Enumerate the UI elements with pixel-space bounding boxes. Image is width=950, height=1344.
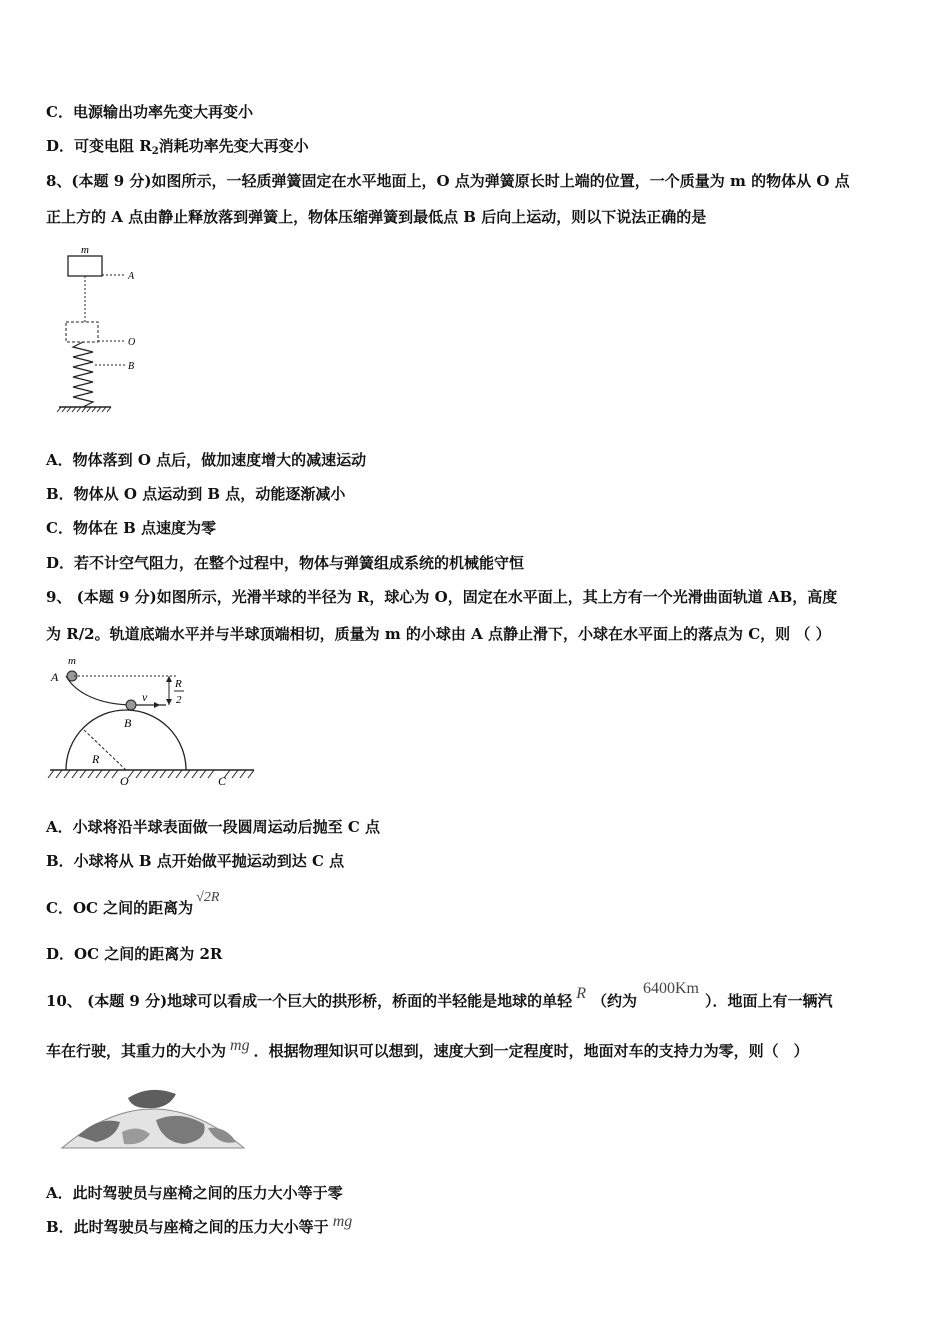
q10-option-b-mg: mg [332,1213,353,1230]
q8-label-m: m [81,244,89,256]
q9-radius-line [84,730,126,770]
q9-label-r-den: 2 [176,694,182,706]
q9-stem-line2: 为 R/2。轨道底端水平并与半球顶端相切，质量为 m 的小球由 A 点静止滑下，小球在水平面上的落点为 C，则 （ ） [46,625,831,643]
q7-option-d [46,136,309,162]
q10-radius-value: 6400Km [642,980,699,997]
q8-stem-line1: 8、(本题 9 分)如图所示，一轻质弹簧固定在水平地面上，O 点为弹簧原长时上端的位置，一个质量为 m 的物体从 O 点 [46,172,850,190]
q8-mass-block [68,256,102,276]
q9-stem-line1: 9、 (本题 9 分)如图所示，光滑半球的半径为 R，球心为 O，固定在水平面上，其上方有一个光滑曲面轨道 AB，高度 [46,588,838,606]
q9-label-c: C [218,774,227,788]
q8-dashed-block [66,322,98,342]
q10-stem-text-c: ）．地面上有一辆汽 [704,992,833,1010]
q7-option-d-text: D．可变电阻 R [46,137,152,155]
q9-label-a: A [51,670,59,684]
q10-continent-2 [128,1090,176,1108]
q10-option-a: A．此时驾驶员与座椅之间的压力大小等于零 [46,1184,343,1202]
q8-stem-line2: 正上方的 A 点由静止释放落到弹簧上，物体压缩弹簧到最低点 B 后向上运动，则以下说法正确的是 [46,208,707,226]
q9-track [66,676,166,705]
q10-stem-text-b: （约为 [591,992,637,1010]
q9-arrowhead-up [166,676,172,682]
q9-option-a: A．小球将沿半球表面做一段圆周运动后抛至 C 点 [46,818,381,836]
q7-option-d-subscript: 2 [151,146,159,157]
q10-symbol-mg: mg [230,1037,250,1054]
q9-label-o: O [120,774,129,788]
q9-hemisphere-figure [46,652,261,792]
q9-label-v: v [142,690,148,704]
q8-spring [73,342,93,407]
q10-stem-line2 [46,1037,809,1062]
q8-label-a: A [128,271,135,282]
q10-stem-line1 [46,980,833,1012]
q10-option-b [46,1213,353,1238]
q9-label-b: B [124,716,132,730]
q8-label-b: B [128,361,135,372]
q9-label-m: m [68,655,76,667]
q9-label-r: R [92,752,100,766]
q9-ball-b [126,700,136,710]
q9-option-c-formula: √2R [196,890,220,905]
q9-velocity-head [154,702,160,708]
q9-option-c-text: C．OC 之间的距离为 [46,899,194,917]
q9-arrowhead-down [166,699,172,705]
q8-option-b: B．物体从 O 点运动到 B 点，动能逐渐减小 [46,485,346,503]
q10-stem-text-d: 车在行驶，其重力的大小为 [46,1042,227,1060]
q8-option-c: C．物体在 B 点速度为零 [46,519,217,537]
q8-option-d: D．若不计空气阻力，在整个过程中，物体与弹簧组成系统的机械能守恒 [46,554,525,572]
q10-symbol-r: R [576,985,586,1002]
q9-option-d: D．OC 之间的距离为 2R [46,945,223,963]
q9-option-c [46,890,220,920]
q8-option-a: A．物体落到 O 点后，做加速度增大的减速运动 [46,451,367,469]
q10-option-b-text: B．此时驾驶员与座椅之间的压力大小等于 [46,1218,329,1236]
q7-option-c: C．电源输出功率先变大再变小 [46,103,253,121]
q9-label-r-num: R [175,678,182,690]
q8-spring-figure [55,244,155,416]
q8-label-o: O [128,337,136,348]
q10-stem-text-e: ．根据物理知识可以想到，速度大到一定程度时，地面对车的支持力为零，则（ ） [253,1042,809,1060]
q10-stem-text-a: 10、 (本题 9 分)地球可以看成一个巨大的拱形桥，桥面的半轻能是地球的单轻 [46,992,573,1010]
q10-earth-bridge-image [58,1076,248,1152]
q7-option-d-text-tail: 消耗功率先变大再变小 [158,137,309,155]
q9-option-b: B．小球将从 B 点开始做平抛运动到达 C 点 [46,852,345,870]
